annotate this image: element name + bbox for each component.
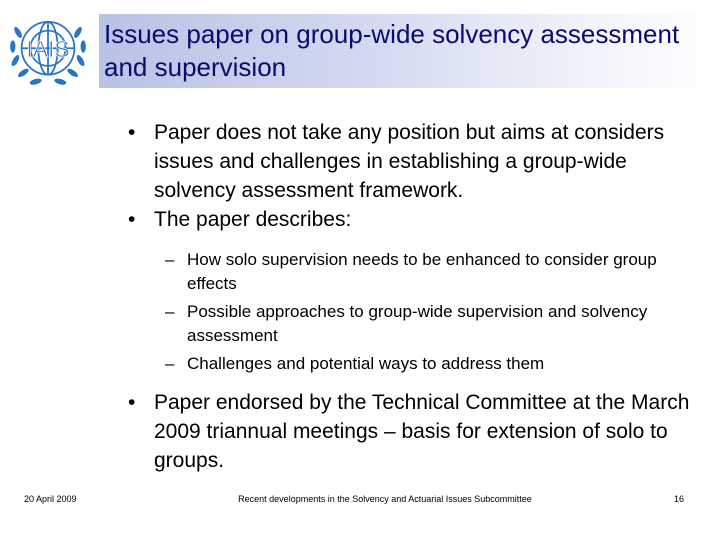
bullet-text: Paper does not take any position but aims at considers issues and challenges in establishing a group-wide solvency assessment framework. xyxy=(154,121,665,202)
footer-date: 20 April 2009 xyxy=(24,494,77,504)
sub-bullet-item xyxy=(124,248,694,296)
sub-bullet-text: How solo supervision needs to be enhanced to consider group effects xyxy=(187,250,657,293)
sub-bullet-text: Possible approaches to group-wide supervision and solvency assessment xyxy=(187,302,648,345)
iais-logo-icon xyxy=(4,6,92,94)
slide-title: Issues paper on group-wide solvency assessment and supervision xyxy=(104,19,680,82)
sub-bullet-list xyxy=(124,248,694,376)
bullet-icon: • xyxy=(128,391,136,414)
page-number: 16 xyxy=(674,494,685,504)
slide-body xyxy=(124,118,694,475)
dash-icon: – xyxy=(165,354,175,373)
logo-text: IAIS xyxy=(26,36,70,63)
bullet-text: The paper describes: xyxy=(154,208,352,231)
sub-bullet-item xyxy=(124,300,694,348)
bullet-icon: • xyxy=(128,121,136,144)
bullet-item xyxy=(124,205,694,234)
bullet-icon: • xyxy=(128,208,136,231)
bullet-item xyxy=(124,388,694,475)
bullet-text: Paper endorsed by the Technical Committee at the March 2009 triannual meetings – basis for extension of solo to groups. xyxy=(154,391,690,472)
dash-icon: – xyxy=(165,250,175,269)
sub-bullet-text: Challenges and potential ways to address them xyxy=(187,354,545,373)
dash-icon: – xyxy=(165,302,175,321)
sub-bullet-item xyxy=(124,352,694,376)
footer-title: Recent developments in the Solvency and Actuarial Issues Subcommittee xyxy=(238,494,532,504)
bullet-item xyxy=(124,118,694,205)
